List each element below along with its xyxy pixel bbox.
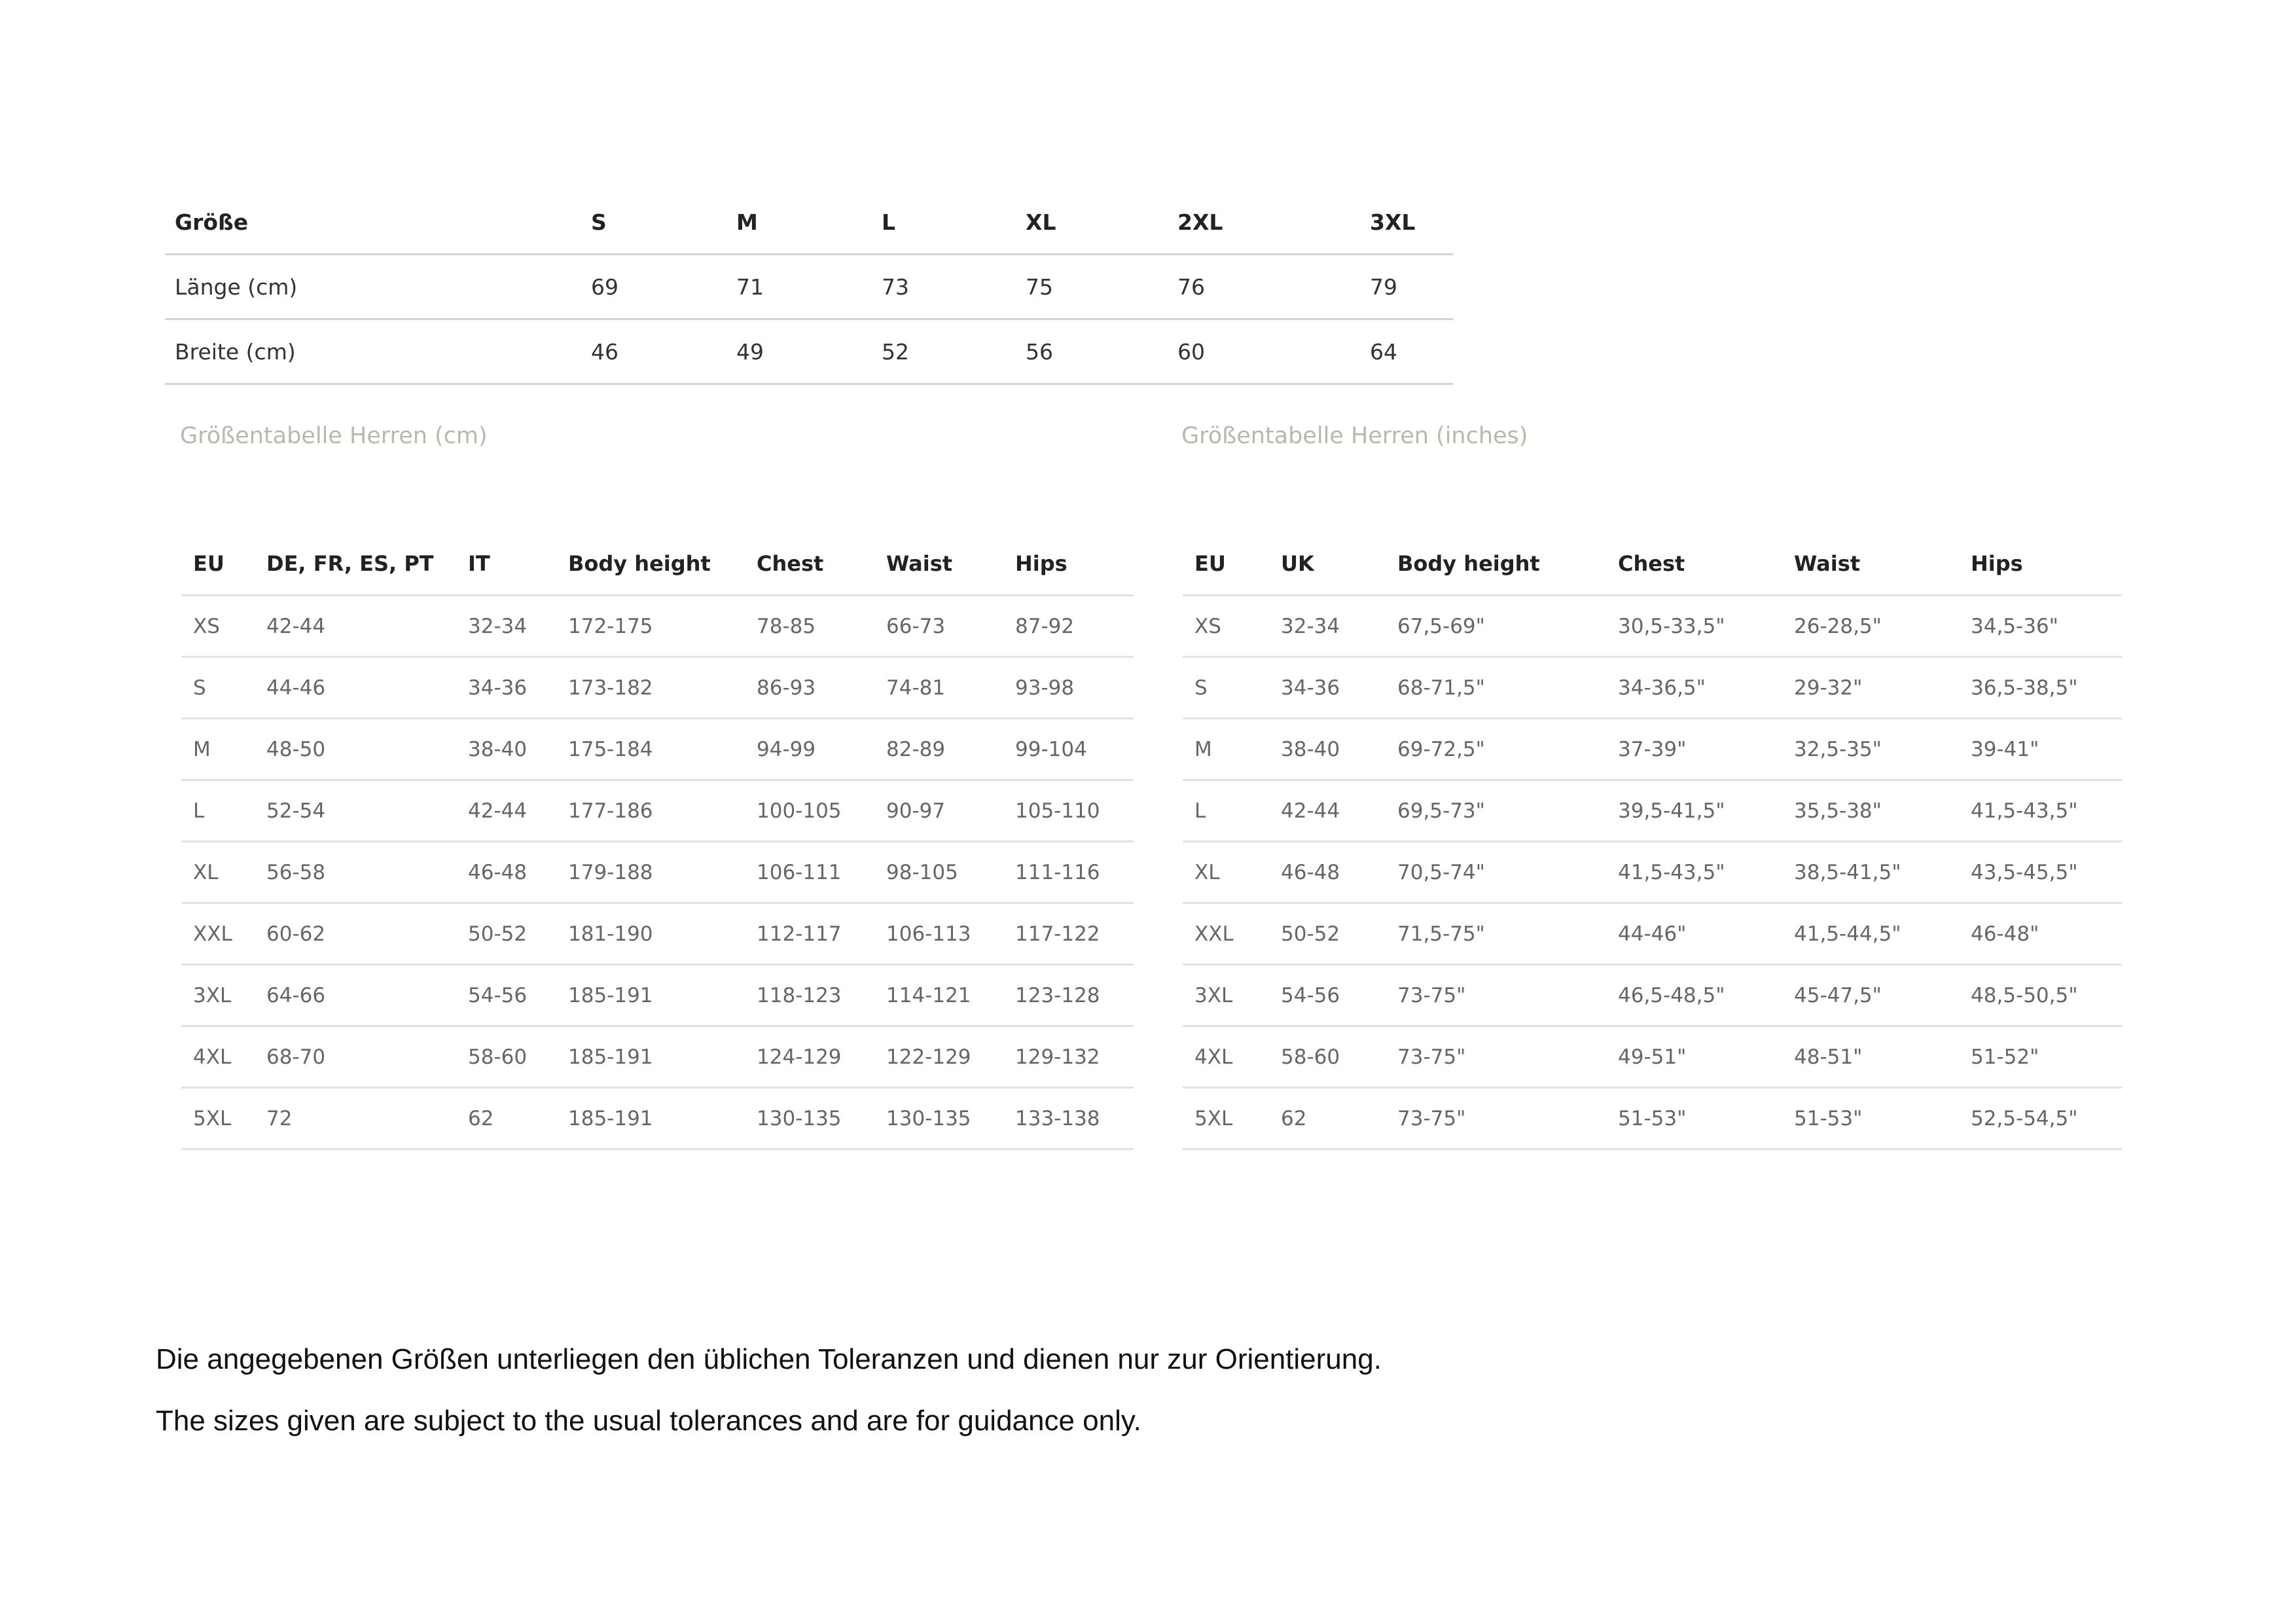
table-cell: 29-32" (1782, 657, 1959, 719)
table-cell: 129-132 (1003, 1026, 1134, 1088)
table-cell: 99-104 (1003, 719, 1134, 780)
table-cell: 73-75" (1386, 965, 1606, 1026)
inch-table-body (1183, 596, 2122, 1149)
table-cell: 60-62 (255, 903, 456, 965)
table-cell: 75 (1016, 255, 1168, 319)
table-cell: S (1183, 657, 1269, 719)
header-cell: EU (1183, 533, 1269, 596)
cm-table-body (181, 596, 1134, 1149)
table-cell: 49 (726, 319, 872, 384)
table-row (1183, 719, 2122, 780)
table-cell: 69-72,5" (1386, 719, 1606, 780)
table-cell: 123-128 (1003, 965, 1134, 1026)
table-cell: S (181, 657, 255, 719)
inch-size-table (1183, 533, 2122, 1150)
table-cell: 71 (726, 255, 872, 319)
table-row (1183, 1088, 2122, 1149)
table-cell: 172-175 (556, 596, 745, 657)
table-row (1183, 596, 2122, 657)
table-cell: M (1183, 719, 1269, 780)
table-cell: 56 (1016, 319, 1168, 384)
table-cell: 52-54 (255, 780, 456, 842)
table-cell: 177-186 (556, 780, 745, 842)
header-cell: Chest (1606, 533, 1782, 596)
table-cell: 52 (872, 319, 1016, 384)
header-cell: Hips (1959, 533, 2122, 596)
table-cell: Länge (cm) (165, 255, 581, 319)
table-row (181, 842, 1134, 903)
table-row (1183, 780, 2122, 842)
table-cell: 86-93 (745, 657, 874, 719)
table-cell: 44-46 (255, 657, 456, 719)
table-cell: 111-116 (1003, 842, 1134, 903)
table-cell: 112-117 (745, 903, 874, 965)
table-cell: 82-89 (874, 719, 1003, 780)
table-cell: 39,5-41,5" (1606, 780, 1782, 842)
table-cell: 70,5-74" (1386, 842, 1606, 903)
table-cell: 38,5-41,5" (1782, 842, 1959, 903)
table-cell: XL (181, 842, 255, 903)
table-cell: 130-135 (874, 1088, 1003, 1149)
table-row (181, 903, 1134, 965)
table-cell: 105-110 (1003, 780, 1134, 842)
table-cell: 114-121 (874, 965, 1003, 1026)
header-cell: Chest (745, 533, 874, 596)
table-cell: 90-97 (874, 780, 1003, 842)
table-cell: 34-36,5" (1606, 657, 1782, 719)
table-cell: 181-190 (556, 903, 745, 965)
table-cell: 58-60 (456, 1026, 556, 1088)
garment-size-table (165, 190, 1453, 385)
table-cell: 68-70 (255, 1026, 456, 1088)
table-row (181, 596, 1134, 657)
header-cell: Body height (556, 533, 745, 596)
table-cell: 3XL (181, 965, 255, 1026)
table-cell: 93-98 (1003, 657, 1134, 719)
table-cell: 76 (1168, 255, 1360, 319)
table-cell: 43,5-45,5" (1959, 842, 2122, 903)
table-cell: 79 (1360, 255, 1453, 319)
table-cell: 50-52 (456, 903, 556, 965)
table-cell: 42-44 (1269, 780, 1386, 842)
table-cell: 46-48" (1959, 903, 2122, 965)
table-row (1183, 657, 2122, 719)
table-row (165, 255, 1453, 319)
table-cell: 133-138 (1003, 1088, 1134, 1149)
table-cell: 42-44 (255, 596, 456, 657)
tolerance-note-en: The sizes given are subject to the usual tolerances and are for guidance only. (156, 1405, 1141, 1437)
table-cell: 78-85 (745, 596, 874, 657)
table-row (1183, 965, 2122, 1026)
table-cell: 34-36 (1269, 657, 1386, 719)
table-cell: 38-40 (456, 719, 556, 780)
table-row (1183, 842, 2122, 903)
table-cell: XS (1183, 596, 1269, 657)
table-cell: 185-191 (556, 1088, 745, 1149)
table-cell: 26-28,5" (1782, 596, 1959, 657)
cm-table-title: Größentabelle Herren (cm) (180, 423, 488, 449)
header-cell: 2XL (1168, 190, 1360, 255)
header-cell: UK (1269, 533, 1386, 596)
cm-size-table (181, 533, 1134, 1150)
header-cell: DE, FR, ES, PT (255, 533, 456, 596)
header-cell: Body height (1386, 533, 1606, 596)
table-cell: 48-50 (255, 719, 456, 780)
table-cell: 124-129 (745, 1026, 874, 1088)
table-cell: 45-47,5" (1782, 965, 1959, 1026)
table-cell: 73-75" (1386, 1088, 1606, 1149)
table-cell: 44-46" (1606, 903, 1782, 965)
table-cell: 64-66 (255, 965, 456, 1026)
table-cell: 72 (255, 1088, 456, 1149)
table-cell: 130-135 (745, 1088, 874, 1149)
table-cell: 36,5-38,5" (1959, 657, 2122, 719)
table-cell: M (181, 719, 255, 780)
table-cell: 50-52 (1269, 903, 1386, 965)
table-cell: 67,5-69" (1386, 596, 1606, 657)
table-cell: 185-191 (556, 1026, 745, 1088)
table-cell: 49-51" (1606, 1026, 1782, 1088)
table-cell: 39-41" (1959, 719, 2122, 780)
table-cell: 4XL (181, 1026, 255, 1088)
table-cell: 69 (581, 255, 726, 319)
table-cell: 4XL (1183, 1026, 1269, 1088)
table-cell: 74-81 (874, 657, 1003, 719)
table-cell: 30,5-33,5" (1606, 596, 1782, 657)
table-row (1183, 1026, 2122, 1088)
table-header-row (165, 190, 1453, 255)
table-cell: 41,5-44,5" (1782, 903, 1959, 965)
table-cell: 60 (1168, 319, 1360, 384)
table-cell: 32-34 (456, 596, 556, 657)
table-row (181, 780, 1134, 842)
table-cell: 118-123 (745, 965, 874, 1026)
header-cell: XL (1016, 190, 1168, 255)
table-cell: 32,5-35" (1782, 719, 1959, 780)
table-cell: 46-48 (456, 842, 556, 903)
header-cell: 3XL (1360, 190, 1453, 255)
table-cell: 94-99 (745, 719, 874, 780)
table-cell: 51-52" (1959, 1026, 2122, 1088)
table-cell: 71,5-75" (1386, 903, 1606, 965)
table-cell: L (1183, 780, 1269, 842)
table-cell: XL (1183, 842, 1269, 903)
table-cell: XS (181, 596, 255, 657)
table-cell: 68-71,5" (1386, 657, 1606, 719)
table-cell: 5XL (1183, 1088, 1269, 1149)
table-cell: 46 (581, 319, 726, 384)
table-row (181, 719, 1134, 780)
table-cell: 42-44 (456, 780, 556, 842)
table-row (1183, 903, 2122, 965)
table-cell: Breite (cm) (165, 319, 581, 384)
table-cell: 87-92 (1003, 596, 1134, 657)
tolerance-note-de: Die angegebenen Größen unterliegen den üblichen Toleranzen und dienen nur zur Orientierung. (156, 1343, 1382, 1375)
table-cell: 106-113 (874, 903, 1003, 965)
table-cell: L (181, 780, 255, 842)
table-row (181, 965, 1134, 1026)
header-cell: Größe (165, 190, 581, 255)
table-cell: 48,5-50,5" (1959, 965, 2122, 1026)
table-cell: 66-73 (874, 596, 1003, 657)
table-cell: 37-39" (1606, 719, 1782, 780)
table-cell: 179-188 (556, 842, 745, 903)
table-cell: 122-129 (874, 1026, 1003, 1088)
table-cell: 62 (456, 1088, 556, 1149)
table-row (181, 657, 1134, 719)
table-header-row (181, 533, 1134, 596)
header-cell: Hips (1003, 533, 1134, 596)
table-cell: 46,5-48,5" (1606, 965, 1782, 1026)
table-cell: XXL (181, 903, 255, 965)
table-cell: 73 (872, 255, 1016, 319)
table-cell: 98-105 (874, 842, 1003, 903)
table-cell: 34,5-36" (1959, 596, 2122, 657)
header-cell: M (726, 190, 872, 255)
table-cell: 38-40 (1269, 719, 1386, 780)
table-cell: 51-53" (1606, 1088, 1782, 1149)
table-cell: 73-75" (1386, 1026, 1606, 1088)
table-cell: 48-51" (1782, 1026, 1959, 1088)
table-cell: 173-182 (556, 657, 745, 719)
table-cell: XXL (1183, 903, 1269, 965)
table-row (181, 1088, 1134, 1149)
table-cell: 41,5-43,5" (1959, 780, 2122, 842)
inch-table-title: Größentabelle Herren (inches) (1181, 423, 1528, 449)
table-cell: 51-53" (1782, 1088, 1959, 1149)
table-cell: 35,5-38" (1782, 780, 1959, 842)
table-row (165, 319, 1453, 384)
header-cell: S (581, 190, 726, 255)
table-cell: 5XL (181, 1088, 255, 1149)
table-cell: 3XL (1183, 965, 1269, 1026)
table-cell: 41,5-43,5" (1606, 842, 1782, 903)
header-cell: IT (456, 533, 556, 596)
table-cell: 32-34 (1269, 596, 1386, 657)
table-cell: 62 (1269, 1088, 1386, 1149)
table-cell: 34-36 (456, 657, 556, 719)
table-cell: 56-58 (255, 842, 456, 903)
table-cell: 100-105 (745, 780, 874, 842)
table-cell: 64 (1360, 319, 1453, 384)
table-cell: 46-48 (1269, 842, 1386, 903)
table-cell: 54-56 (456, 965, 556, 1026)
header-cell: Waist (874, 533, 1003, 596)
table-row (181, 1026, 1134, 1088)
table-cell: 175-184 (556, 719, 745, 780)
table-header-row (1183, 533, 2122, 596)
table-cell: 52,5-54,5" (1959, 1088, 2122, 1149)
table-cell: 106-111 (745, 842, 874, 903)
header-cell: EU (181, 533, 255, 596)
header-cell: Waist (1782, 533, 1959, 596)
table-cell: 185-191 (556, 965, 745, 1026)
table-cell: 117-122 (1003, 903, 1134, 965)
header-cell: L (872, 190, 1016, 255)
table-cell: 69,5-73" (1386, 780, 1606, 842)
table-cell: 54-56 (1269, 965, 1386, 1026)
table-cell: 58-60 (1269, 1026, 1386, 1088)
